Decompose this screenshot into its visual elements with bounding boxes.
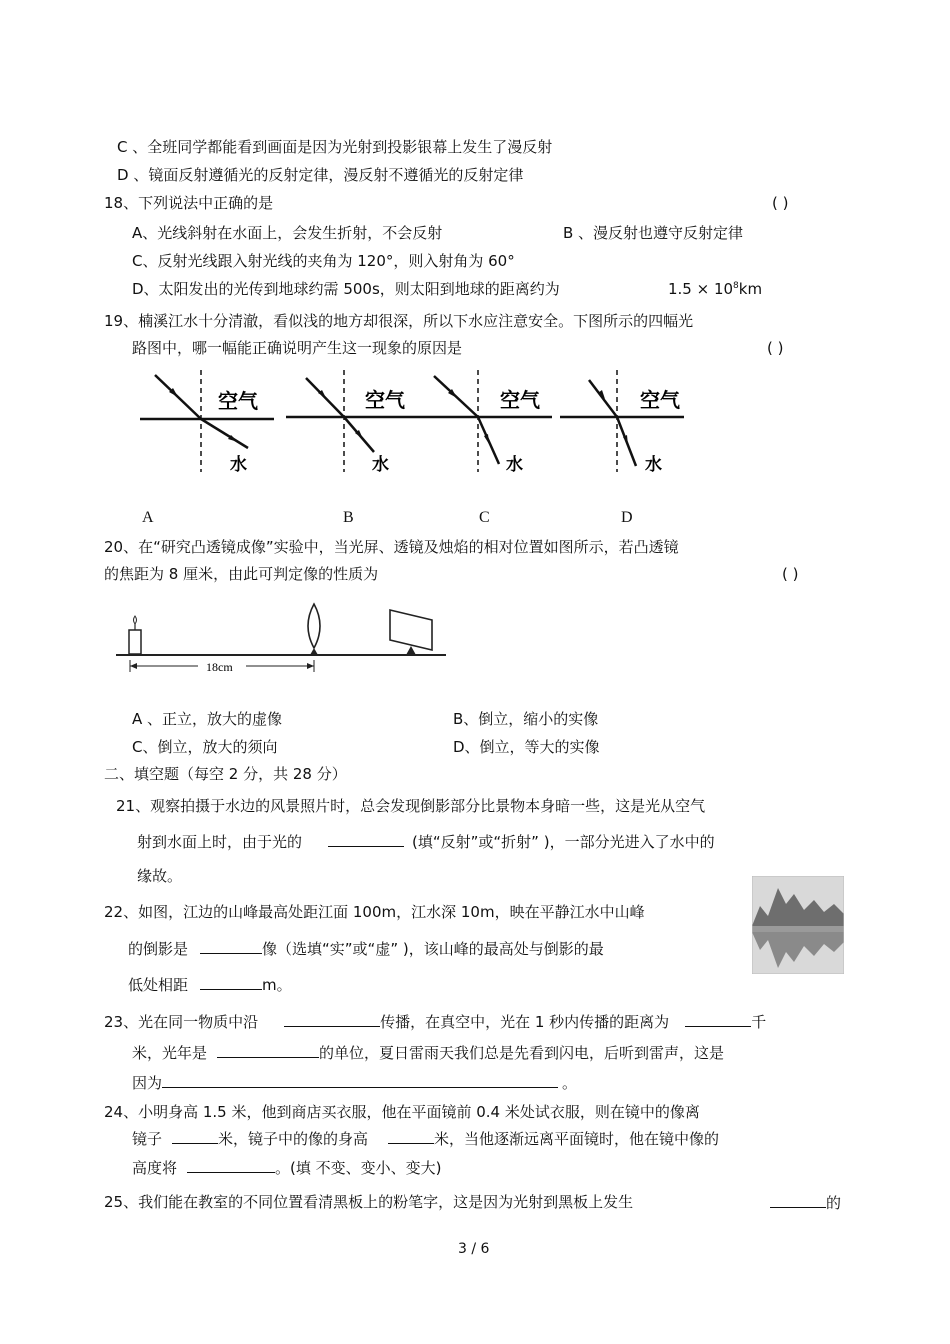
q20-stem-line2: 的焦距为 8 厘米，由此可判定像的性质为	[104, 565, 379, 583]
diagram-label-a: A	[142, 509, 154, 526]
q21-line3: 缘故。	[137, 867, 183, 885]
q17-option-c: C 、全班同学都能看到画面是因为光射到投影银幕上发生了漫反射	[117, 138, 553, 156]
mountain-reflection-photo	[752, 876, 844, 974]
q18-option-b: B 、漫反射也遵守反射定律	[563, 224, 744, 242]
q24-blank-3[interactable]	[187, 1157, 275, 1173]
q18-option-d-distance: $1.5 \times 10^8km$	[668, 280, 763, 298]
q18-stem: 18、下列说法中正确的是	[104, 194, 274, 212]
distance-label: 18cm	[206, 660, 233, 674]
q23-blank-1[interactable]	[284, 1011, 380, 1027]
q20-option-c: C、倒立，放大的须向	[132, 738, 278, 756]
diagram-label-c: C	[479, 509, 490, 526]
q21-blank[interactable]	[328, 831, 404, 847]
page-number: 3 / 6	[458, 1241, 490, 1257]
refraction-diagram-a	[138, 366, 278, 476]
air-label: 空气	[640, 388, 680, 412]
q18-option-a: A、光线斜射在水面上，会发生折射，不会反射	[132, 224, 443, 242]
q20-stem-line1: 20、在“研究凸透镜成像”实验中，当光屏、透镜及烛焰的相对位置如图所示，若凸透镜	[104, 538, 679, 556]
q23-blank-4[interactable]	[162, 1072, 558, 1088]
q23-line1: 23、光在同一物质中沿 传播，在真空中，光在 1 秒内传播的距离为 千	[104, 1013, 767, 1031]
q19-stem-line1: 19、楠溪江水十分清澈，看似浅的地方却很深，所以下水应注意安全。下图所示的四幅光	[104, 312, 694, 330]
q23-blank-2[interactable]	[685, 1011, 751, 1027]
q25-line1-end: 的	[770, 1192, 841, 1213]
water-label: 水	[230, 455, 247, 475]
q22-blank-2[interactable]	[200, 974, 262, 990]
air-label: 空气	[365, 388, 405, 412]
q21-line2: 射到水面上时，由于光的 (填“反射”或“折射” )，一部分光进入了水中的	[137, 833, 715, 851]
q24-line3: 高度将 。(填 不变、变小、变大)	[132, 1159, 442, 1177]
q22-line3: 低处相距 m。	[128, 976, 292, 994]
q22-line1: 22、如图，江边的山峰最高处距江面 100m，江水深 10m，映在平静江水中山峰	[104, 903, 645, 921]
q20-answer-paren: ( )	[782, 565, 799, 583]
water-label: 水	[506, 455, 523, 475]
refraction-diagram-b	[284, 366, 424, 476]
q17-option-d: D 、镜面反射遵循光的反射定律，漫反射不遵循光的反射定律	[117, 166, 524, 184]
q25-line1: 25、我们能在教室的不同位置看清黑板上的粉笔字，这是因为光射到黑板上发生	[104, 1193, 634, 1211]
q24-line1: 24、小明身高 1.5 米，他到商店买衣服，他在平面镜前 0.4 米处试衣服，则在镜中的像离	[104, 1103, 700, 1121]
candle-icon	[129, 630, 141, 654]
water-label: 水	[372, 455, 389, 475]
water-label: 水	[645, 455, 662, 475]
q25-blank[interactable]	[770, 1192, 826, 1208]
q24-blank-2[interactable]	[388, 1128, 434, 1144]
q20-option-d: D、倒立，等大的实像	[453, 738, 600, 756]
q23-line2: 米，光年是 的单位，夏日雷雨天我们总是先看到闪电，后听到雷声，这是	[132, 1044, 725, 1062]
refraction-diagram-d	[558, 366, 698, 476]
q23-line3: 因为 。	[132, 1074, 578, 1092]
air-label: 空气	[218, 389, 258, 413]
diagram-label-b: B	[343, 509, 354, 526]
section-heading: 二、填空题（每空 2 分，共 28 分）	[104, 765, 347, 783]
q24-blank-1[interactable]	[172, 1128, 218, 1144]
q22-blank-1[interactable]	[200, 938, 262, 954]
q24-line2: 镜子 米，镜子中的像的身高 米，当他逐渐远离平面镜时，他在镜中像的	[132, 1130, 720, 1148]
convex-lens-icon	[308, 604, 320, 648]
q21-line1: 21、观察拍摄于水边的风景照片时，总会发现倒影部分比景物本身暗一些，这是光从空气	[116, 797, 706, 815]
lens-setup-diagram	[116, 600, 456, 680]
q22-line2: 的倒影是 像（选填“实”或“虚” )，该山峰的最高处与倒影的最	[128, 940, 604, 958]
q18-option-c: C、反射光线跟入射光线的夹角为 120°，则入射角为 60°	[132, 252, 515, 270]
light-screen-icon	[390, 610, 432, 650]
q19-stem-line2: 路图中，哪一幅能正确说明产生这一现象的原因是	[132, 339, 463, 357]
q19-answer-paren: ( )	[767, 339, 784, 357]
q18-option-d: D、太阳发出的光传到地球约需 500s，则太阳到地球的距离约为	[132, 280, 560, 298]
q20-option-b: B、倒立，缩小的实像	[453, 710, 599, 728]
q20-option-a: A 、正立，放大的虚像	[132, 710, 283, 728]
air-label: 空气	[500, 388, 540, 412]
q23-blank-3[interactable]	[217, 1042, 319, 1058]
diagram-label-d: D	[621, 509, 633, 526]
refraction-diagram-c	[418, 366, 558, 476]
q18-answer-paren: ( )	[772, 194, 789, 212]
